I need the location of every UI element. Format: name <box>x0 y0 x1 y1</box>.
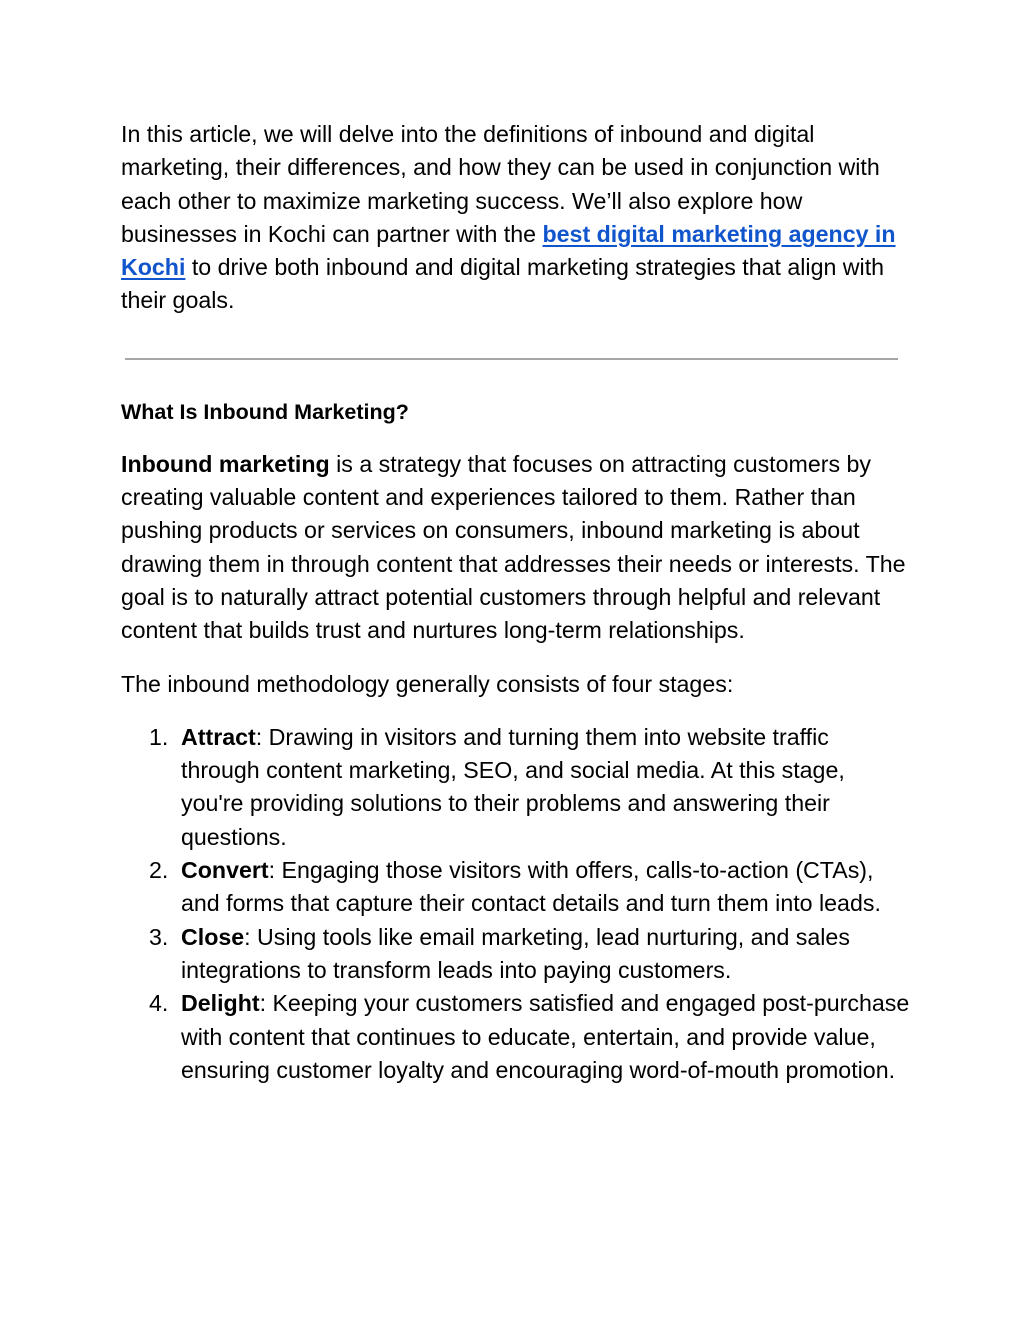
definition-term: Inbound marketing <box>121 450 330 477</box>
document-page <box>121 118 911 1087</box>
stage-text: : Engaging those visitors with offers, calls-to-action (CTAs), and forms that capture their contact details and turn them into leads. <box>181 857 881 917</box>
list-item-convert <box>121 854 911 921</box>
list-item-number: 2. <box>149 857 169 884</box>
section-heading: What Is Inbound Marketing? <box>121 399 409 424</box>
list-item-number: 4. <box>149 990 169 1017</box>
list-item-close <box>121 921 911 988</box>
intro-text-before-link: In this article, we will delve into the definitions of inbound and digital marketing, their differences, and how they can be used in conjunction with each other to maximize marketing success. We’ll also explore how businesses in Kochi can partner with the <box>121 121 880 247</box>
section-divider <box>125 358 898 360</box>
intro-paragraph <box>121 118 911 318</box>
list-item-attract <box>121 721 911 854</box>
stage-text: : Keeping your customers satisfied and engaged post-purchase with content that continues to educate, entertain, and provide value, ensuring customer loyalty and encouraging word-of-mouth promotion. <box>181 990 910 1083</box>
stage-title: Delight <box>181 990 260 1017</box>
agency-link[interactable]: best digital marketing agency in Kochi <box>121 220 896 281</box>
stages-list <box>121 721 911 1087</box>
intro-text-after-link: to drive both inbound and digital marketing strategies that align with their goals. <box>121 254 885 314</box>
stage-title: Convert <box>181 857 269 884</box>
list-item-number: 3. <box>149 923 169 950</box>
stages-intro: The inbound methodology generally consists of four stages: <box>121 670 734 697</box>
stage-title: Attract <box>181 723 256 750</box>
list-item-number: 1. <box>149 723 169 750</box>
stage-text: : Drawing in visitors and turning them into website traffic through content marketing, SEO, and social media. At this stage, you're providing solutions to their problems and answering their questions. <box>181 723 845 850</box>
stage-text: : Using tools like email marketing, lead nurturing, and sales integrations to transform leads into paying customers. <box>181 923 850 983</box>
stage-title: Close <box>181 923 245 950</box>
list-item-delight <box>121 987 911 1087</box>
definition-paragraph <box>121 448 911 648</box>
definition-text: is a strategy that focuses on attracting customers by creating valuable content and experiences tailored to them. Rather than pushing products or services on consumers, inbound marketing is about drawing them in through content that addresses their needs or interests. The goal is to naturally attract potential customers through helpful and relevant content that builds trust and nurtures long-term relationships. <box>121 450 906 644</box>
